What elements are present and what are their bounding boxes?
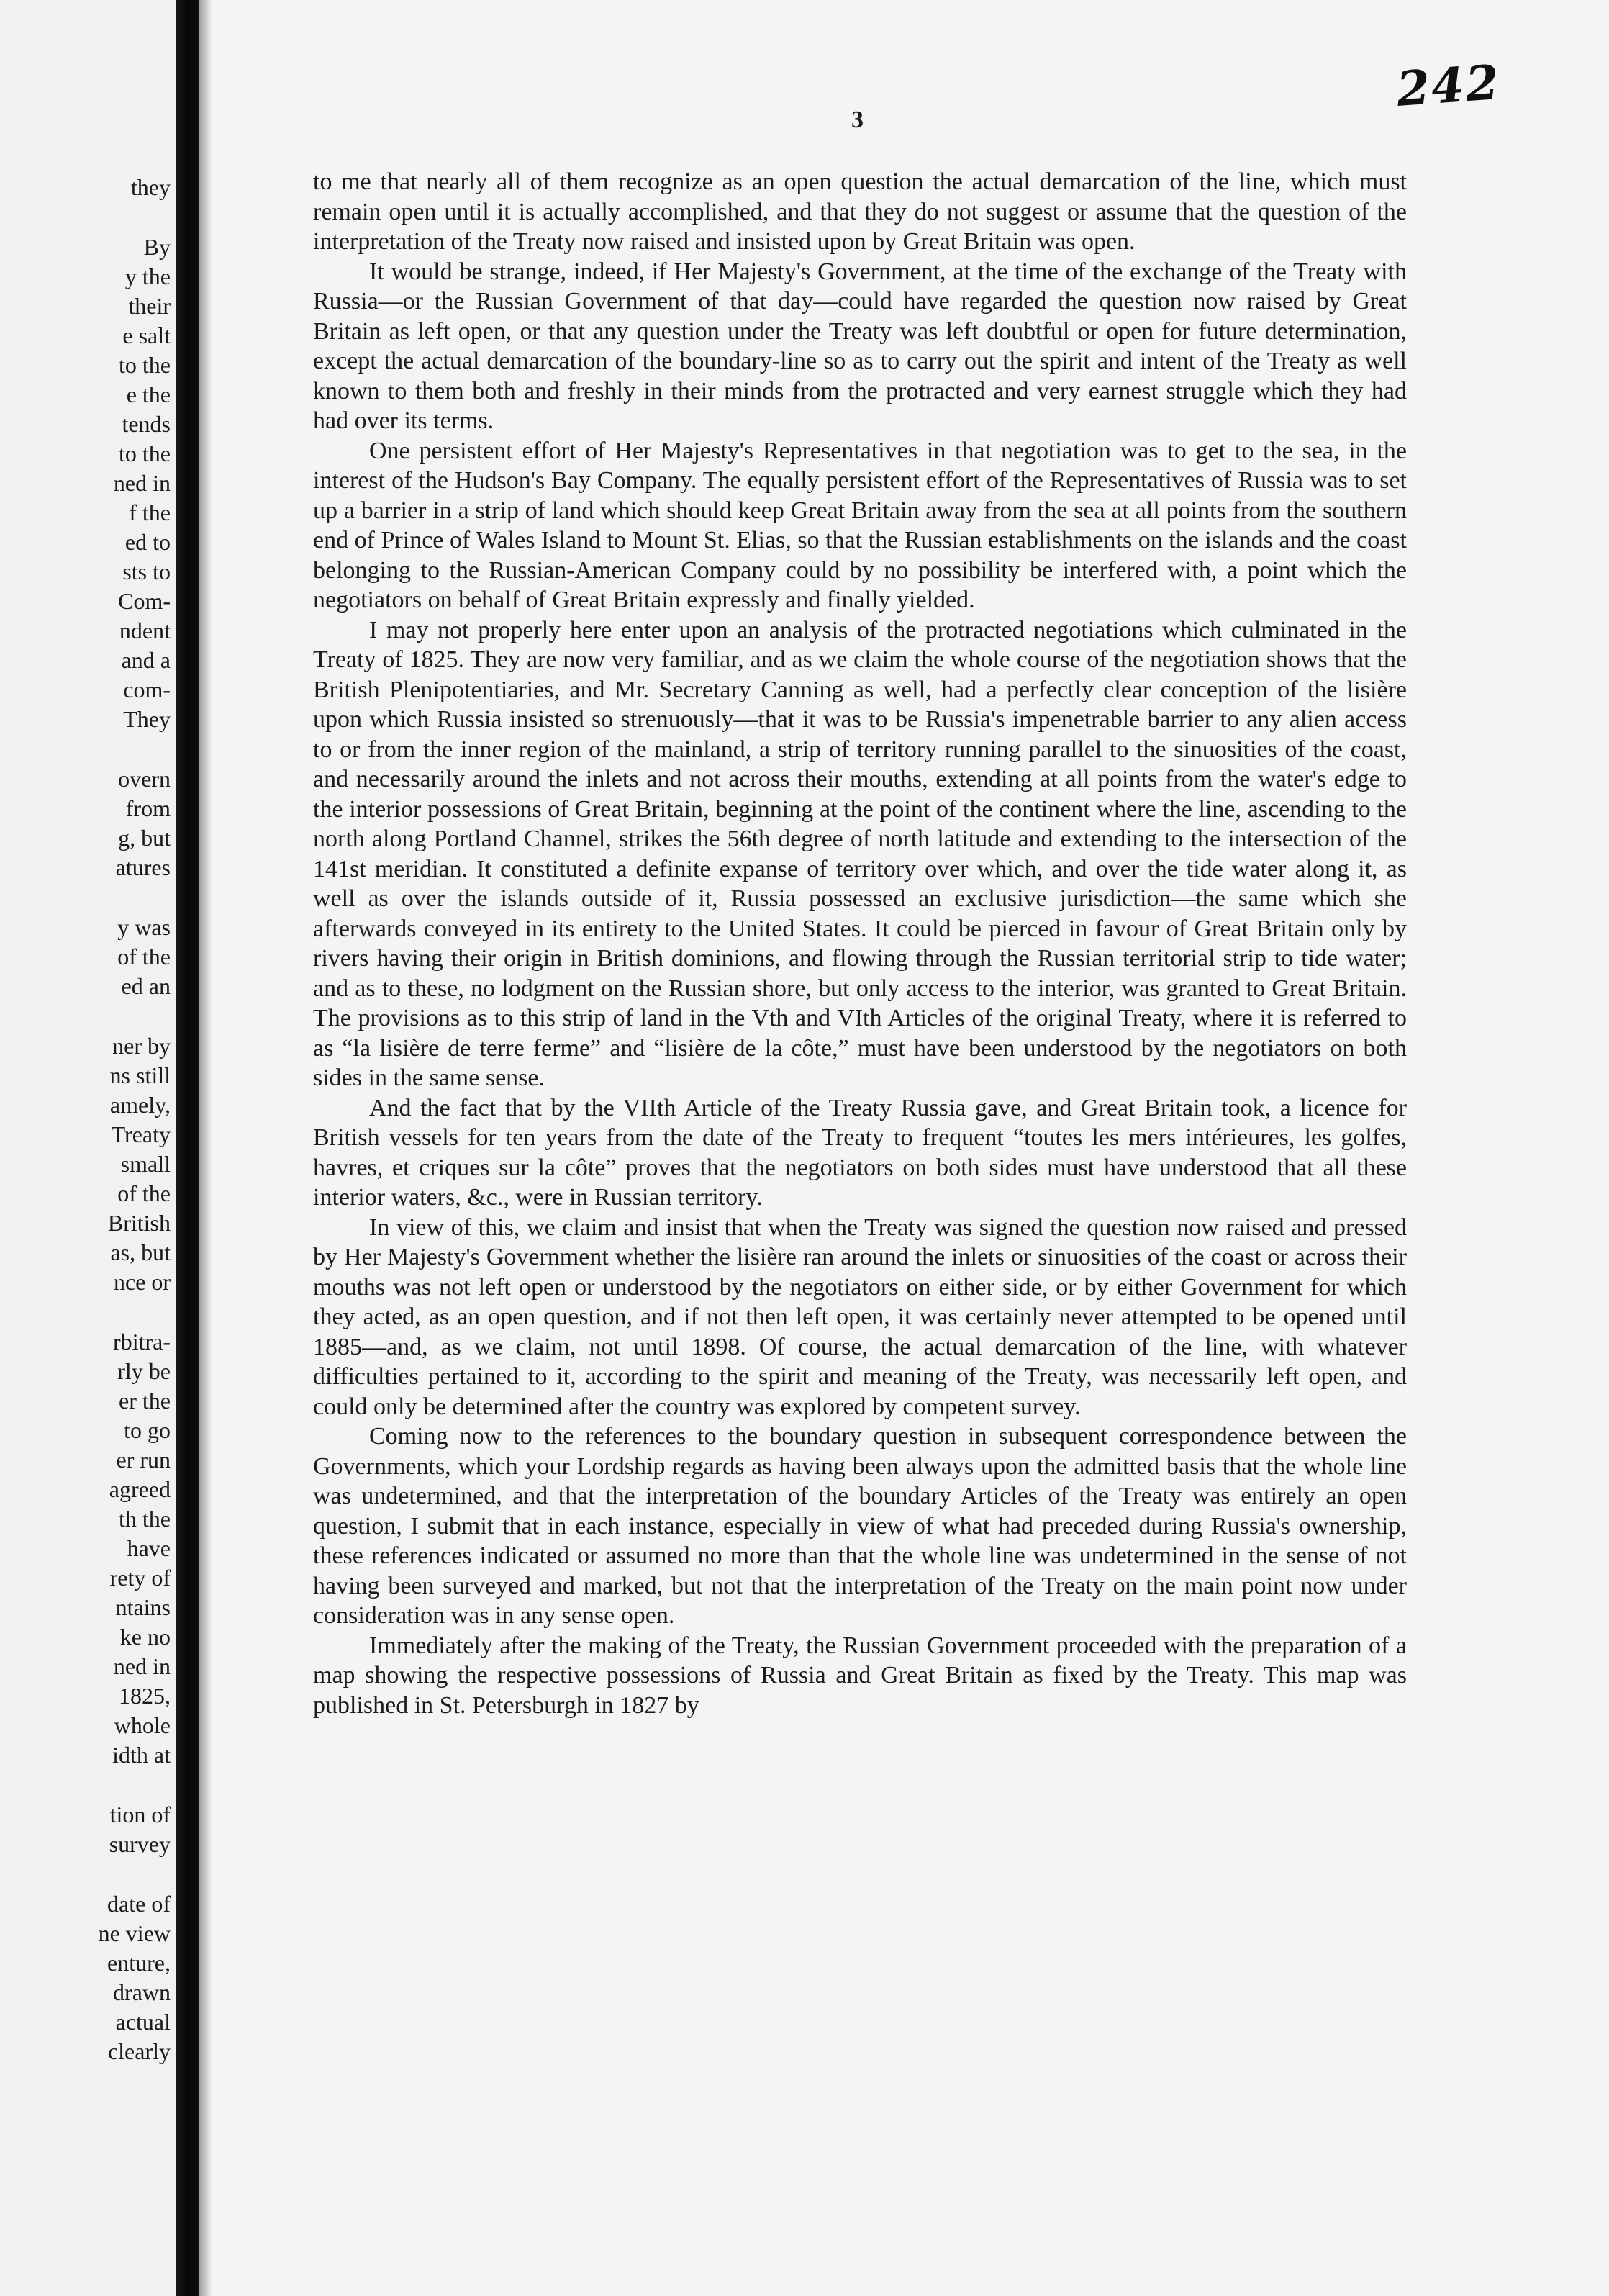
paragraph: It would be strange, indeed, if Her Majesty's Government, at the time of the exchange of the Treaty with Russia—or the Russian Government of that day—could have regarded the question now raised by Great Britain as left open, or that any question under the Treaty was left doubtful or open for future determination, except the actual demarcation of the boundary-line so as to carry out the spirit and intent of the Treaty as well known to them both and freshly in their minds from the protracted and very earnest struggle which they had had over its terms. xyxy=(313,258,1407,434)
left-page-fragment: ndent xyxy=(119,618,171,643)
right-page xyxy=(199,0,1609,2296)
left-page-fragment: small xyxy=(120,1151,171,1177)
left-page-fragment: actual xyxy=(115,2009,171,2035)
left-page-fragment: ed to xyxy=(124,529,171,555)
left-page-fragment: e the xyxy=(126,381,171,407)
paragraph: And the fact that by the VIIth Article of the Treaty Russia gave, and Great Britain took, a licence for British vessels for ten years from the date of the Treaty to frequent “toutes les mers intérieures, les golfes, havres, et criques sur la côte” proves that the negotiators on both sides must have understood that all these interior waters, &c., were in Russian territory. xyxy=(313,1094,1407,1211)
left-page-fragment: as, but xyxy=(110,1239,171,1265)
left-page-fragment: amely, xyxy=(109,1092,171,1118)
paragraph: One persistent effort of Her Majesty's Representatives in that negotiation was to get to the sea, in the interest of the Hudson's Bay Company. The equally persistent effort of the Representatives of Russia was to set up a barrier in a strip of land which should keep Great Britain away from the sea at all points from the southern end of Prince of Wales Island to Mount St. Elias, so that the Russian establishments on the islands and the coast belonging to the Russian-American Company could by no possibility be interfered with, a point which the negotiators on behalf of Great Britain expressly and finally yielded. xyxy=(313,437,1407,613)
left-page-fragment: to the xyxy=(119,440,171,466)
left-page-fragment: ned in xyxy=(113,1653,171,1679)
left-page-fragment: 1825, xyxy=(119,1683,171,1709)
left-page-fragment: their xyxy=(128,293,171,319)
left-page-fragment: e salt xyxy=(122,322,171,348)
left-page-fragment: drawn xyxy=(113,1979,171,2005)
left-page-fragment: er run xyxy=(116,1447,171,1473)
left-page-fragment: nce or xyxy=(113,1269,171,1295)
left-page-fragment: atures xyxy=(115,854,171,880)
left-page-fragment: ke no xyxy=(119,1624,171,1650)
paragraph: I may not properly here enter upon an analysis of the protracted negotiations which culminated in the Treaty of 1825. They are now very familiar, and as we claim the whole course of the negotiation shows that the British Plenipotentiaries, and Mr. Secretary Canning as well, had a perfectly clear conception of the lisière upon which Russia insisted so strenuously—that it was to be Russia's impenetrable barrier to any alien access to or from the inner region of the mainland, a strip of territory running parallel to the sinuosities of the coast, and necessarily around the inlets and not across their mouths, extending at all points from the water's edge to the interior possessions of Great Britain, beginning at the point of the continent where the line, ascending to the north along Portland Channel, strikes the 56th degree of north latitude and extending to the intersection of the 141st meridian. It constituted a definite expanse of territory over which, and over the tide water along it, as well as over the islands outside of it, Russia possessed an exclusive jurisdiction—the same which she afterwards conveyed in its entirety to the United States. It could be pierced in favour of Great Britain only by rivers having their origin in British dominions, and flowing through the Russian territorial strip to tide water; and as to these, no lodgment on the Russian shore, but only access to the interior, was granted to Great Britain. The provisions as to this strip of land in the Vth and VIth Articles of the original Treaty, where it is referred to as “la lisière de terre ferme” and “lisière de la côte,” must have been understood by the negotiators on both sides in the same sense. xyxy=(313,616,1407,1091)
book-gutter xyxy=(176,0,199,2296)
left-page-fragment: They xyxy=(123,706,171,732)
left-page-fragment: from xyxy=(125,795,171,821)
left-page-fragment: to go xyxy=(124,1417,171,1443)
left-page-fragment: Com- xyxy=(118,588,171,614)
left-page-edge xyxy=(0,0,176,2296)
left-page-fragment: y was xyxy=(117,914,171,940)
paragraph: Coming now to the references to the boundary question in subsequent correspondence between the Governments, which your Lordship regards as having been always upon the admitted basis that the whole line was undetermined, and that the interpretation of the boundary Articles of the Treaty was entirely an open question, I submit that in each instance, especially in view of what had preceded during Russia's ownership, these references indicated or assumed no more than that the whole line was undetermined in the sense of not having been surveyed and marked, but not that the interpretation of the Treaty on the main point now under consideration was in any sense open. xyxy=(313,1423,1407,1629)
left-page-fragment: y the xyxy=(124,263,171,289)
left-page-fragment: th the xyxy=(119,1506,171,1532)
left-page-fragment: overn xyxy=(118,766,171,792)
left-page-fragment: er the xyxy=(119,1388,171,1414)
left-page-fragment: Treaty xyxy=(111,1121,171,1147)
paragraph: In view of this, we claim and insist that when the Treaty was signed the question now raised and pressed by Her Majesty's Government whether the lisière ran around the inlets or sinuosities of the coast or across their mouths was not left open or understood by the negotiators on either side, or by either Government for which they acted, as an open question, and if not then left open, it was certainly never attempted to be opened until 1885—and, as we claim, not until 1898. Of course, the actual demarcation of the line, with whatever difficulties pertained to it, according to the spirit and meaning of the Treaty, was necessarily left open, and could only be determined after the country was explored by competent survey. xyxy=(313,1213,1407,1420)
left-page-fragment: whole xyxy=(114,1712,171,1738)
left-page-fragment: they xyxy=(130,174,171,200)
left-page-fragment: clearly xyxy=(107,2038,171,2064)
left-page-fragment: and a xyxy=(121,647,171,673)
left-page-fragment: By xyxy=(143,234,171,260)
left-page-fragment: ner by xyxy=(112,1033,171,1059)
left-page-fragment: tion of xyxy=(109,1802,171,1827)
left-page-fragment: survey xyxy=(109,1831,171,1857)
left-page-fragment: ns still xyxy=(109,1062,171,1088)
left-page-fragment: sts to xyxy=(122,559,171,584)
left-page-fragment: British xyxy=(107,1210,171,1236)
left-page-fragment: g, but xyxy=(118,825,171,851)
left-page-fragment: rety of xyxy=(109,1565,171,1591)
left-page-fragment: idth at xyxy=(112,1742,171,1768)
body-text xyxy=(313,167,1407,1720)
left-page-fragment: com- xyxy=(123,677,171,702)
left-page-fragment: rly be xyxy=(117,1358,171,1384)
left-page-fragment: ne view xyxy=(98,1920,171,1946)
left-page-fragment: ed an xyxy=(121,973,171,999)
left-page-fragment: ned in xyxy=(113,470,171,496)
left-page-fragment: ntains xyxy=(115,1594,171,1620)
page-number: 3 xyxy=(851,107,864,133)
paragraph: to me that nearly all of them recognize as an open question the actual demarcation of the line, which must remain open until it is actually accomplished, and that they do not suggest or assume that the question of the interpretation of the Treaty now raised and insisted upon by Great Britain was open. xyxy=(313,168,1407,255)
left-page-fragment: of the xyxy=(117,944,171,970)
left-page-fragment: rbitra- xyxy=(113,1329,171,1355)
paragraph: Immediately after the making of the Treaty, the Russian Government proceeded with the preparation of a map showing the respective possessions of Russia and Great Britain as fixed by the Treaty. This map was published in St. Petersburgh in 1827 by xyxy=(313,1632,1407,1719)
left-page-fragment: agreed xyxy=(109,1476,171,1502)
left-page-fragment: tends xyxy=(122,411,171,437)
left-page-fragment: enture, xyxy=(107,1950,171,1976)
left-page-fragment: of the xyxy=(117,1180,171,1206)
page-shadow xyxy=(199,0,212,2296)
handwritten-folio-number: 242 xyxy=(1395,54,1503,117)
left-page-fragment: have xyxy=(127,1535,171,1561)
left-page-fragment: f the xyxy=(129,500,171,525)
left-page-fragment: to the xyxy=(119,352,171,378)
left-page-fragment: date of xyxy=(107,1891,171,1917)
